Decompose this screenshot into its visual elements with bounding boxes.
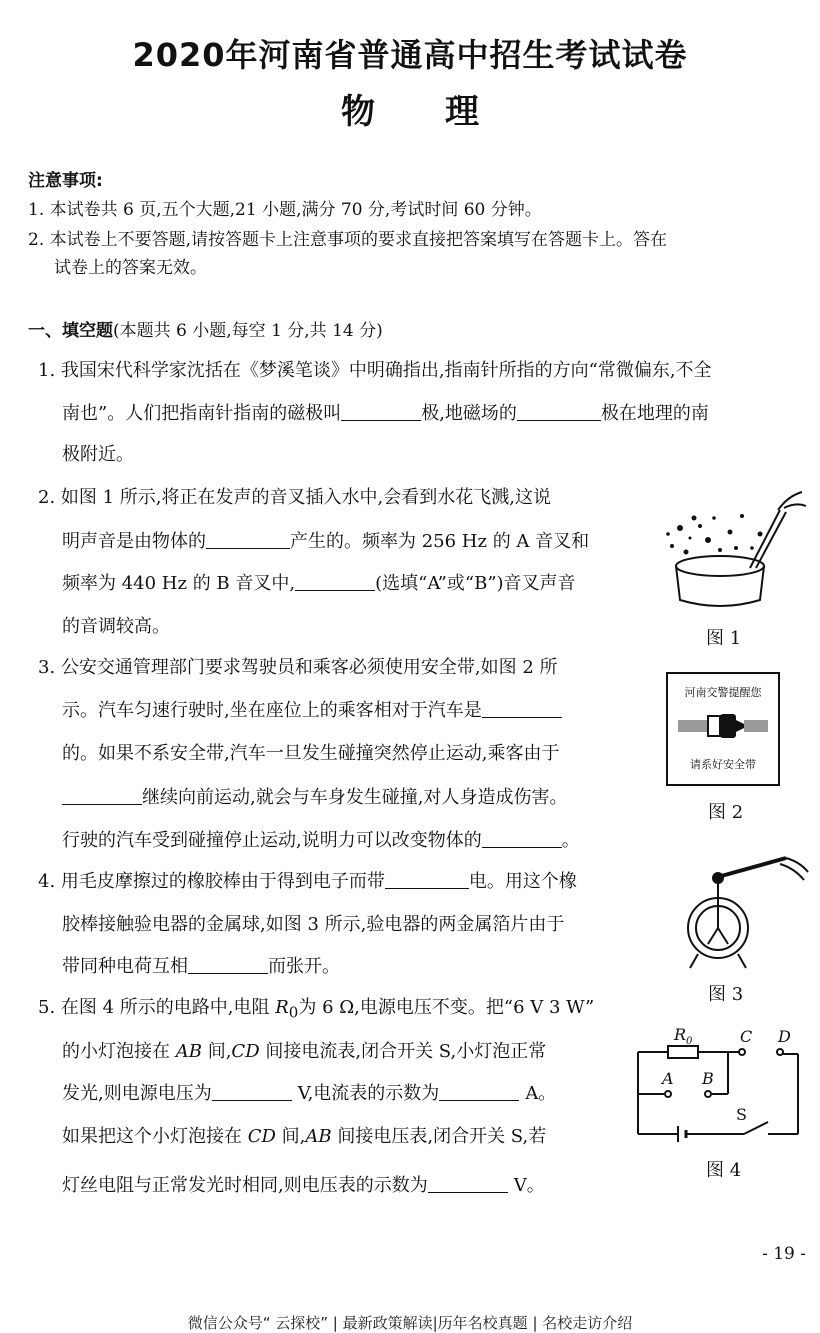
q2-text-c: 频率为 440 Hz 的 B 音叉中, bbox=[62, 573, 296, 594]
q3-line-1: 3. 公安交通管理部门要求驾驶员和乘客必须使用安全带,如图 2 所 bbox=[38, 657, 558, 678]
notice-item-1: 1. 本试卷共 6 页,五个大题,21 小题,满分 70 分,考试时间 60 分钟。 bbox=[28, 200, 542, 220]
subject-title: 物理 bbox=[341, 92, 549, 132]
sign-bottom-text: 请系好安全带 bbox=[690, 758, 756, 771]
q3-blank-3 bbox=[482, 829, 562, 848]
figure-3-caption: 图 3 bbox=[708, 984, 744, 1005]
q2-blank-1 bbox=[206, 530, 290, 549]
q3-blank-1 bbox=[482, 699, 562, 718]
q5-text-m: V。 bbox=[513, 1175, 545, 1196]
label-r0-sub: 0 bbox=[686, 1036, 693, 1047]
q3-text-a: 示。汽车匀速行驶时,坐在座位上的乘客相对于汽车是 bbox=[62, 700, 482, 721]
q2-text-d: (选填“A”或“B”)音叉声音 bbox=[375, 573, 576, 594]
q5-text-c: 的小灯泡接在 bbox=[62, 1041, 176, 1062]
q5-blank-1 bbox=[212, 1082, 292, 1101]
label-r0: R bbox=[674, 1025, 687, 1044]
q1-text-c: 极在地理的南 bbox=[600, 403, 709, 424]
q5-text-h: A。 bbox=[525, 1083, 557, 1104]
figure-4-caption: 图 4 bbox=[706, 1160, 742, 1181]
q1-text-a: 南也”。人们把指南针指南的磁极叫 bbox=[62, 403, 342, 424]
figure-4-circuit-diagram bbox=[628, 1024, 808, 1144]
q5-line-1 bbox=[38, 996, 594, 1025]
figure-1-caption: 图 1 bbox=[706, 628, 742, 649]
q3-text-b: 继续向前运动,就会与车身发生碰撞,对人身造成伤害。 bbox=[142, 787, 568, 808]
q5-r-symbol: R bbox=[275, 997, 289, 1018]
q4-text-c: 带同种电荷互相 bbox=[62, 956, 188, 977]
q2-line-1: 2. 如图 1 所示,将正在发声的音叉插入水中,会看到水花飞溅,这说 bbox=[38, 487, 551, 508]
q3-line-3: 的。如果不系安全带,汽车一旦发生碰撞突然停止运动,乘客由于 bbox=[62, 743, 560, 764]
q1-text-b: 极,地磁场的 bbox=[421, 403, 517, 424]
q1-blank-1 bbox=[341, 402, 421, 421]
q4-blank-2 bbox=[188, 955, 268, 974]
footer-text: 微信公众号“ 云探校” | 最新政策解读|历年名校真题 | 名校走访介绍 bbox=[187, 1314, 633, 1332]
section-1-title: 一、填空题 bbox=[28, 321, 113, 341]
q5-blank-2 bbox=[439, 1082, 519, 1101]
q5-text-l: 灯丝电阻与正常发光时相同,则电压表的示数为 bbox=[62, 1175, 428, 1196]
q4-line-2: 胶棒接触验电器的金属球,如图 3 所示,验电器的两金属箔片由于 bbox=[62, 914, 565, 935]
q5-ab-1: AB bbox=[175, 1041, 202, 1062]
notice-item-2-line-2: 试卷上的答案无效。 bbox=[54, 258, 207, 278]
q3-line-4 bbox=[62, 786, 567, 810]
figure-2-seatbelt-sign bbox=[666, 672, 780, 786]
q5-blank-3 bbox=[428, 1174, 508, 1193]
q4-text-d: 而张开。 bbox=[268, 956, 340, 977]
q5-text-i: 如果把这个小灯泡接在 bbox=[62, 1126, 248, 1147]
q4-line-3 bbox=[62, 955, 340, 979]
page-number: - 19 - bbox=[762, 1244, 806, 1264]
sign-top-text: 河南交警提醒您 bbox=[684, 686, 762, 699]
label-d: D bbox=[778, 1027, 791, 1046]
q5-line-4 bbox=[62, 1125, 546, 1149]
label-s: S bbox=[736, 1105, 747, 1124]
q1-line-1: 1. 我国宋代科学家沈括在《梦溪笔谈》中明确指出,指南针所指的方向“常微偏东,不全 bbox=[38, 360, 712, 381]
exam-title: 2020年河南省普通高中招生考试试卷 bbox=[132, 36, 688, 74]
buckle-icon bbox=[678, 710, 768, 742]
q5-text-b: 为 6 Ω,电源电压不变。把“6 V 3 W” bbox=[298, 997, 595, 1018]
notice-heading: 注意事项: bbox=[28, 171, 103, 191]
q2-line-2 bbox=[62, 530, 589, 554]
q1-blank-2 bbox=[517, 402, 601, 421]
q5-line-3 bbox=[62, 1082, 556, 1106]
q2-text-a: 明声音是由物体的 bbox=[62, 531, 206, 552]
q5-text-j: 间, bbox=[275, 1126, 306, 1147]
q5-line-2 bbox=[62, 1040, 546, 1064]
q3-blank-2 bbox=[62, 786, 142, 805]
q5-text-d: 间, bbox=[201, 1041, 232, 1062]
q3-text-c: 行驶的汽车受到碰撞停止运动,说明力可以改变物体的 bbox=[62, 830, 482, 851]
q3-line-2 bbox=[62, 699, 562, 723]
q5-text-k: 间接电压表,闭合开关 S,若 bbox=[331, 1126, 547, 1147]
notice-item-2-line-1: 2. 本试卷上不要答题,请按答题卡上注意事项的要求直接把答案填写在答题卡上。答在 bbox=[28, 230, 668, 250]
figure-1-tuning-fork-image bbox=[660, 488, 810, 608]
q5-cd-2: CD bbox=[247, 1126, 276, 1147]
q3-line-5 bbox=[62, 829, 580, 853]
q5-r-subscript: 0 bbox=[288, 1003, 299, 1022]
label-b: B bbox=[702, 1069, 714, 1088]
q2-line-4: 的音调较高。 bbox=[62, 616, 170, 637]
q4-line-1 bbox=[38, 870, 577, 894]
q1-line-3: 极附近。 bbox=[62, 444, 134, 465]
q4-text-b: 电。用这个橡 bbox=[468, 871, 577, 892]
section-1-subtitle: (本题共 6 小题,每空 1 分,共 14 分) bbox=[113, 321, 383, 341]
q5-text-f: 发光,则电源电压为 bbox=[62, 1083, 212, 1104]
q1-line-2 bbox=[62, 402, 709, 426]
q2-line-3 bbox=[62, 572, 576, 596]
q5-text-a: 5. 在图 4 所示的电路中,电阻 bbox=[38, 997, 276, 1018]
label-a: A bbox=[662, 1069, 674, 1088]
q5-line-5 bbox=[62, 1174, 545, 1198]
q2-text-b: 产生的。频率为 256 Hz 的 A 音叉和 bbox=[290, 531, 590, 552]
q5-cd-1: CD bbox=[231, 1041, 260, 1062]
q4-text-a: 4. 用毛皮摩擦过的橡胶棒由于得到电子而带 bbox=[38, 871, 385, 892]
q5-ab-2: AB bbox=[305, 1126, 332, 1147]
label-c: C bbox=[740, 1027, 753, 1046]
q2-blank-2 bbox=[295, 572, 375, 591]
q3-text-d: 。 bbox=[561, 830, 580, 851]
q5-text-e: 间接电流表,闭合开关 S,小灯泡正常 bbox=[259, 1041, 547, 1062]
figure-3-electroscope-image bbox=[676, 858, 812, 970]
resistor-r0 bbox=[668, 1046, 698, 1058]
q4-blank-1 bbox=[385, 870, 469, 889]
section-1-heading bbox=[28, 316, 383, 341]
figure-2-caption: 图 2 bbox=[708, 802, 744, 823]
q5-text-g: V,电流表的示数为 bbox=[297, 1083, 440, 1104]
